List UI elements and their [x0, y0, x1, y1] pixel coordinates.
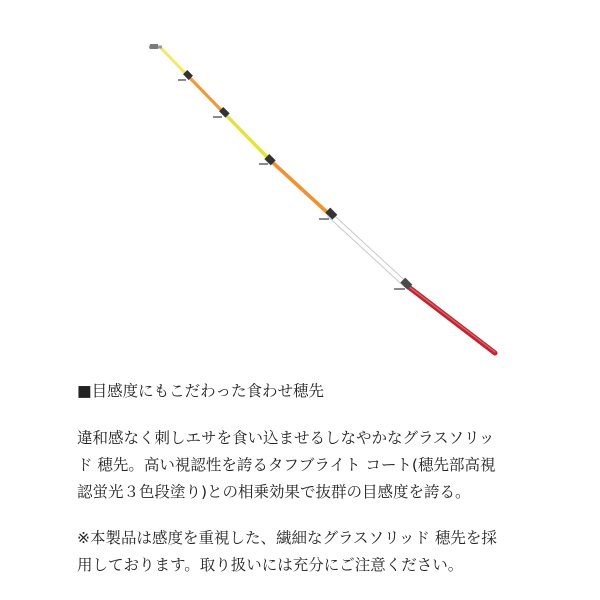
product-description: [77, 425, 577, 506]
rod-segment-yellow-top: [160, 47, 188, 76]
rod-segment-white: [330, 215, 405, 284]
description-line: ド 穂先。高い視認性を誇るタフブライト コート(穂先部高視: [77, 456, 496, 474]
description-line: 違和感なく刺しエサを食い込ませるしなやかなグラスソリッ: [77, 429, 495, 447]
caution-note: [77, 525, 577, 579]
rod-segment-yellow-middle: [224, 113, 270, 160]
tip-top-guide: [149, 44, 162, 49]
section-heading: ■目感度にもこだわった食わせ穂先: [77, 382, 324, 400]
note-line: 用しております。取り扱いには充分にご注意ください。: [77, 556, 464, 574]
rod-segment-orange-upper: [188, 76, 224, 113]
note-line: ※本製品は感度を重視した、繊細なグラスソリッド 穂先を採: [77, 529, 497, 547]
description-line: 認蛍光３色段塗り)との相乗効果で抜群の目感度を誇る。: [77, 483, 471, 501]
rod-segment-orange-lower: [270, 160, 330, 215]
rod-segment-red-highlight: [408, 286, 495, 352]
